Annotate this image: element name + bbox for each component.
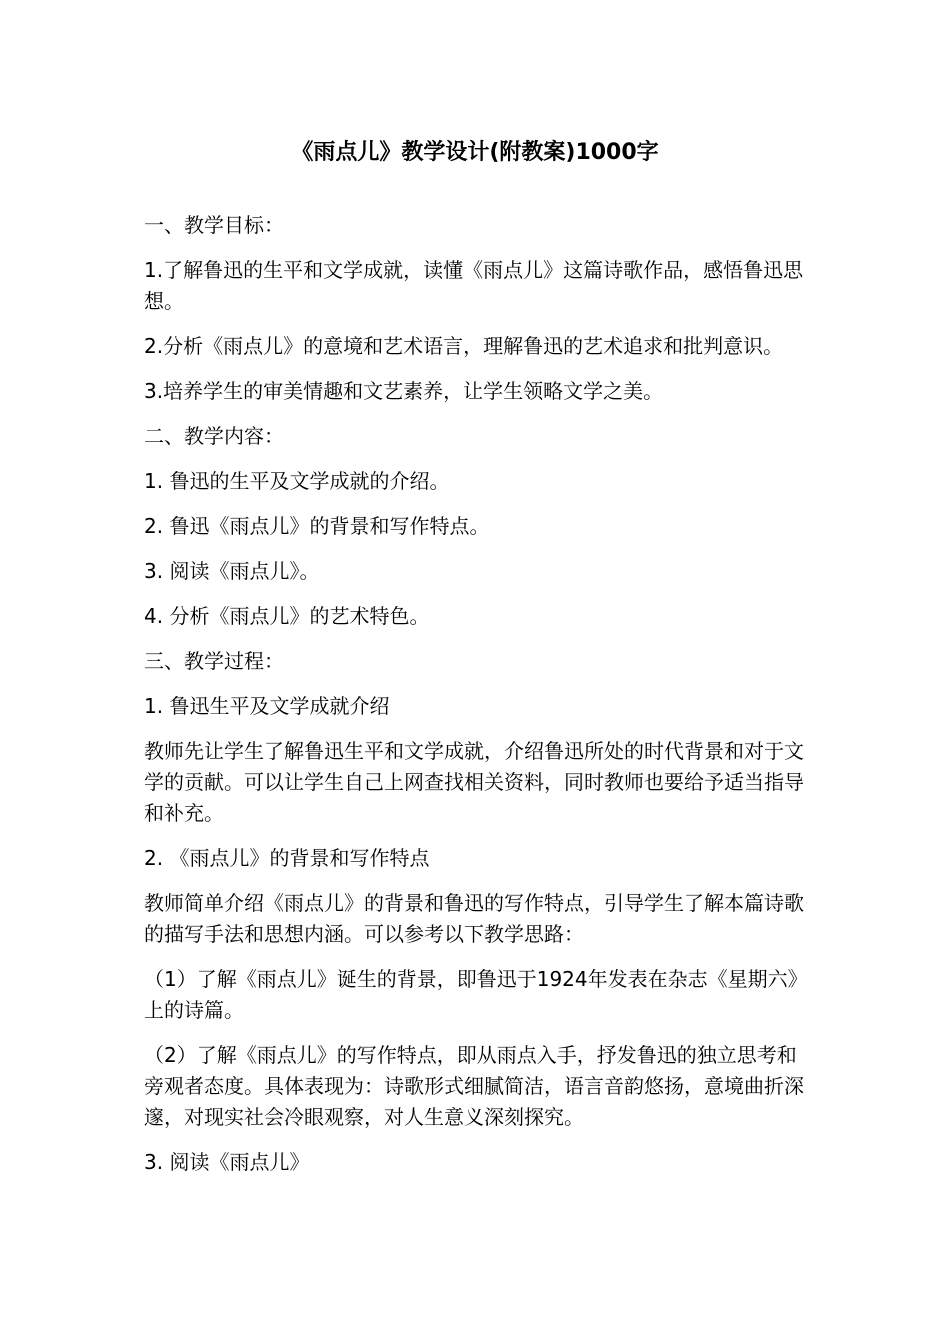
process-step-heading: 3. 阅读《雨点儿》 [144, 1150, 310, 1174]
teaching-point: （1）了解《雨点儿》诞生的背景，即鲁迅于1924年发表在杂志《星期六》上的诗篇。 [144, 967, 808, 1022]
content-item: 3. 阅读《雨点儿》。 [144, 559, 320, 583]
document-body [144, 210, 810, 1192]
teaching-point: （2）了解《雨点儿》的写作特点，即从雨点入手，抒发鲁迅的独立思考和旁观者态度。具体表现为：诗歌形式细腻简洁，语言音韵悠扬，意境曲折深邃，对现实社会冷眼观察，对人生意义深刻探究。 [144, 1043, 804, 1129]
content-item: 4. 分析《雨点儿》的艺术特色。 [144, 604, 430, 628]
document-title: 《雨点儿》教学设计(附教案)1000字 [291, 140, 659, 165]
objective-item: 2.分析《雨点儿》的意境和艺术语言，理解鲁迅的艺术追求和批判意识。 [144, 334, 784, 358]
section-heading-process: 三、教学过程： [144, 649, 284, 673]
content-item: 2. 鲁迅《雨点儿》的背景和写作特点。 [144, 514, 490, 538]
process-step-heading: 1. 鲁迅生平及文学成就介绍 [144, 694, 390, 718]
objective-item: 1.了解鲁迅的生平和文学成就，读懂《雨点儿》这篇诗歌作品，感悟鲁迅思想。 [144, 258, 804, 313]
section-heading-objectives: 一、教学目标： [144, 213, 284, 237]
body-paragraph: 教师先让学生了解鲁迅生平和文学成就，介绍鲁迅所处的时代背景和对于文学的贡献。可以让学生自己上网查找相关资料，同时教师也要给予适当指导和补充。 [144, 739, 804, 825]
content-item: 1. 鲁迅的生平及文学成就的介绍。 [144, 469, 450, 493]
body-paragraph: 教师简单介绍《雨点儿》的背景和鲁迅的写作特点，引导学生了解本篇诗歌的描写手法和思想内涵。可以参考以下教学思路： [144, 891, 804, 946]
objective-item: 3.培养学生的审美情趣和文艺素养，让学生领略文学之美。 [144, 379, 664, 403]
section-heading-content: 二、教学内容： [144, 424, 284, 448]
process-step-heading: 2. 《雨点儿》的背景和写作特点 [144, 846, 430, 870]
